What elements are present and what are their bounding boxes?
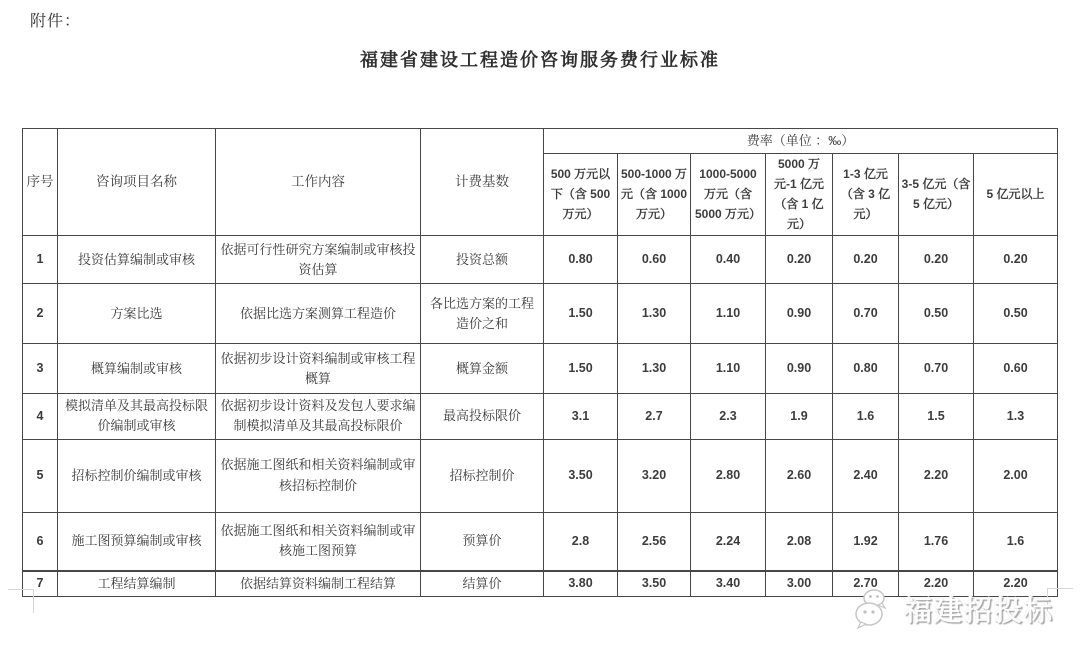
cell-rate-5: 0.70: [899, 344, 974, 394]
cell-no: 4: [23, 394, 58, 439]
cell-rate-2: 2.80: [691, 439, 766, 512]
fee-standard-table: [22, 128, 1058, 597]
rate-range-header-4: 1-3 亿元（含 3 亿元）: [833, 154, 899, 236]
wechat-icon: [852, 588, 904, 630]
cell-rate-2: 3.40: [691, 571, 766, 597]
cell-rate-5: 0.20: [899, 236, 974, 284]
cell-rate-4: 0.20: [833, 236, 899, 284]
cell-rate-5: 0.50: [899, 284, 974, 344]
cell-name: 方案比选: [58, 284, 216, 344]
cell-rate-4: 2.70: [833, 571, 899, 597]
rate-range-header-5: 3-5 亿元（含 5 亿元）: [899, 154, 974, 236]
attachment-label: 附件：: [30, 13, 82, 30]
cell-rate-1: 1.30: [618, 344, 691, 394]
cell-rate-0: 3.50: [544, 439, 618, 512]
cell-rate-4: 0.80: [833, 344, 899, 394]
cell-rate-6: 1.6: [974, 512, 1058, 571]
cell-no: 5: [23, 439, 58, 512]
cell-rate-0: 2.8: [544, 512, 618, 571]
cell-rate-0: 1.50: [544, 344, 618, 394]
cell-rate-4: 2.40: [833, 439, 899, 512]
cell-rate-6: 2.20: [974, 571, 1058, 597]
table-row: [23, 439, 1058, 512]
cell-no: 6: [23, 512, 58, 571]
cell-content: 依据结算资料编制工程结算: [216, 571, 421, 597]
cell-rate-2: 1.10: [691, 344, 766, 394]
cell-base: 预算价: [421, 512, 544, 571]
col-header-project-name: 咨询项目名称: [58, 129, 216, 236]
cell-rate-3: 2.08: [766, 512, 833, 571]
cell-rate-1: 1.30: [618, 284, 691, 344]
cell-base: 概算金额: [421, 344, 544, 394]
rate-range-header-1: 500-1000 万元（含 1000 万元）: [618, 154, 691, 236]
cell-no: 7: [23, 571, 58, 597]
table-row: [23, 284, 1058, 344]
cell-rate-3: 3.00: [766, 571, 833, 597]
cell-name: 投资估算编制或审核: [58, 236, 216, 284]
cell-rate-2: 1.10: [691, 284, 766, 344]
cell-rate-1: 0.60: [618, 236, 691, 284]
cell-rate-5: 1.5: [899, 394, 974, 439]
cell-base: 各比选方案的工程造价之和: [421, 284, 544, 344]
cell-no: 2: [23, 284, 58, 344]
brand-name: 福建招投标: [904, 595, 1055, 626]
table-row: [23, 394, 1058, 439]
cell-rate-5: 1.76: [899, 512, 974, 571]
cell-rate-0: 1.50: [544, 284, 618, 344]
cell-rate-1: 3.50: [618, 571, 691, 597]
table-row: [23, 512, 1058, 571]
table-row: [23, 236, 1058, 284]
cell-rate-1: 2.56: [618, 512, 691, 571]
cell-rate-6: 0.20: [974, 236, 1058, 284]
cell-base: 招标控制价: [421, 439, 544, 512]
page-title: 福建省建设工程造价咨询服务费行业标准: [360, 50, 720, 70]
cell-base: 投资总额: [421, 236, 544, 284]
cell-rate-6: 0.50: [974, 284, 1058, 344]
col-header-no: 序号: [23, 129, 58, 236]
cell-rate-2: 2.24: [691, 512, 766, 571]
cell-rate-6: 2.00: [974, 439, 1058, 512]
rate-header: 费率（单位 ：‰）: [544, 129, 1058, 154]
cell-rate-1: 2.7: [618, 394, 691, 439]
cell-base: 结算价: [421, 571, 544, 597]
cell-name: 施工图预算编制或审核: [58, 512, 216, 571]
cell-no: 3: [23, 344, 58, 394]
brand-watermark: [852, 588, 1054, 630]
cell-rate-5: 2.20: [899, 439, 974, 512]
cell-rate-1: 3.20: [618, 439, 691, 512]
cell-content: 依据施工图纸和相关资料编制或审核施工图预算: [216, 512, 421, 571]
cell-content: 依据施工图纸和相关资料编制或审核招标控制价: [216, 439, 421, 512]
cell-rate-3: 1.9: [766, 394, 833, 439]
cell-no: 1: [23, 236, 58, 284]
cell-content: 依据初步设计资料及发包人要求编制模拟清单及其最高投标限价: [216, 394, 421, 439]
cell-name: 概算编制或审核: [58, 344, 216, 394]
cell-rate-3: 0.20: [766, 236, 833, 284]
cell-rate-4: 1.92: [833, 512, 899, 571]
cell-name: 招标控制价编制或审核: [58, 439, 216, 512]
cell-content: 依据初步设计资料编制或审核工程概算: [216, 344, 421, 394]
col-header-billing-base: 计费基数: [421, 129, 544, 236]
rate-range-header-6: 5 亿元以上: [974, 154, 1058, 236]
cell-rate-0: 3.80: [544, 571, 618, 597]
cell-name: 模拟清单及其最高投标限价编制或审核: [58, 394, 216, 439]
cell-rate-2: 2.3: [691, 394, 766, 439]
rate-range-header-0: 500 万元以下（含 500 万元）: [544, 154, 618, 236]
header-row-top: [23, 129, 1058, 154]
cell-rate-0: 0.80: [544, 236, 618, 284]
cell-rate-6: 0.60: [974, 344, 1058, 394]
cell-rate-3: 0.90: [766, 344, 833, 394]
cell-rate-4: 1.6: [833, 394, 899, 439]
cell-rate-0: 3.1: [544, 394, 618, 439]
cell-rate-5: 2.20: [899, 571, 974, 597]
col-header-work-content: 工作内容: [216, 129, 421, 236]
cell-content: 依据可行性研究方案编制或审核投资估算: [216, 236, 421, 284]
rate-range-header-3: 5000 万元-1 亿元（含 1 亿元）: [766, 154, 833, 236]
cell-content: 依据比选方案测算工程造价: [216, 284, 421, 344]
cell-rate-6: 1.3: [974, 394, 1058, 439]
margin-corner-mark-left: [8, 589, 34, 613]
cell-rate-4: 0.70: [833, 284, 899, 344]
table-row: [23, 344, 1058, 394]
rate-range-header-2: 1000-5000 万元（含 5000 万元）: [691, 154, 766, 236]
cell-rate-3: 0.90: [766, 284, 833, 344]
cell-name: 工程结算编制: [58, 571, 216, 597]
cell-rate-2: 0.40: [691, 236, 766, 284]
cell-base: 最高投标限价: [421, 394, 544, 439]
cell-rate-3: 2.60: [766, 439, 833, 512]
